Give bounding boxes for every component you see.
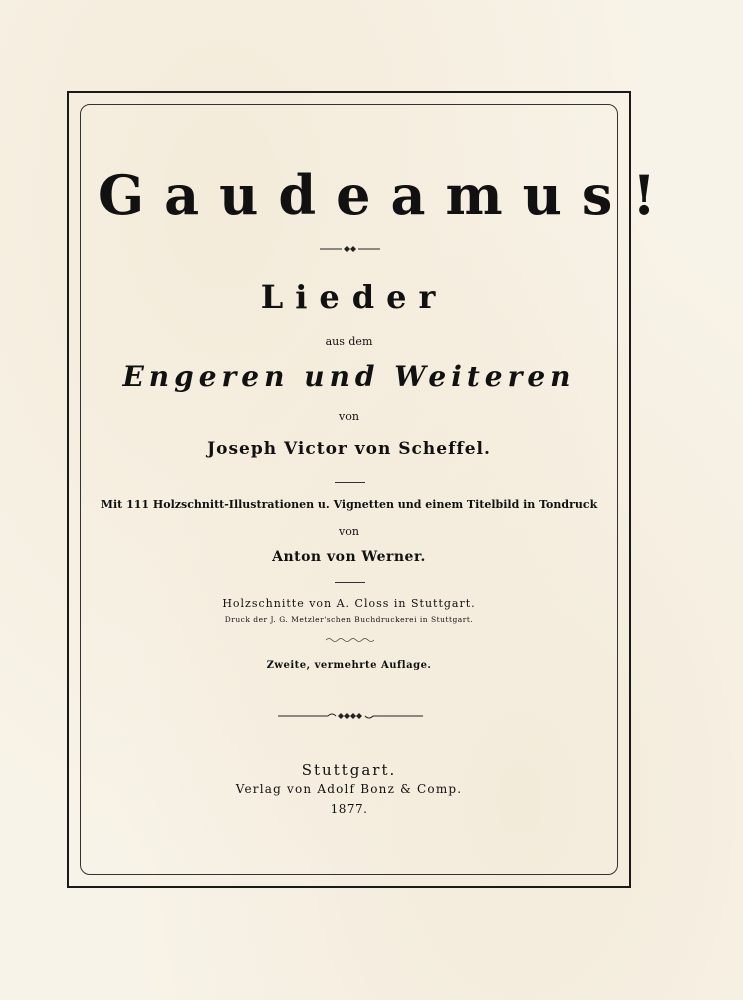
illustrator-name: Anton von Werner. [272, 549, 426, 565]
title-ornament [320, 244, 380, 254]
publisher-name: Verlag von Adolf Bonz & Comp. [235, 782, 463, 796]
publication-city: Stuttgart. [301, 761, 397, 779]
connector-text: aus dem [325, 335, 373, 348]
woodcuts-credit: Holzschnitte von A. Closs in Stuttgart. [222, 597, 476, 610]
by-text-2: von [339, 525, 359, 538]
printer-credit: Druck der J. G. Metzler'schen Buchdruckerei in Stuttgart. [224, 615, 474, 624]
divider-rule-2 [335, 582, 365, 583]
book-title: Gaudeamus! [98, 163, 676, 227]
author-name: Joseph Victor von Scheffel. [207, 439, 491, 459]
subtitle-continued: Engeren und Weiteren [122, 360, 576, 393]
subtitle: Lieder [260, 278, 448, 316]
illustrations-note: Mit 111 Holzschnitt-Illustrationen u. Vignetten und einem Titelbild in Tondruck [100, 498, 598, 511]
center-ornament [278, 710, 423, 722]
edition-note: Zweite, vermehrte Auflage. [266, 660, 432, 671]
divider-rule-1 [335, 482, 365, 483]
publication-year: 1877. [330, 802, 368, 816]
by-text: von [339, 410, 359, 423]
wavy-rule [326, 637, 374, 643]
